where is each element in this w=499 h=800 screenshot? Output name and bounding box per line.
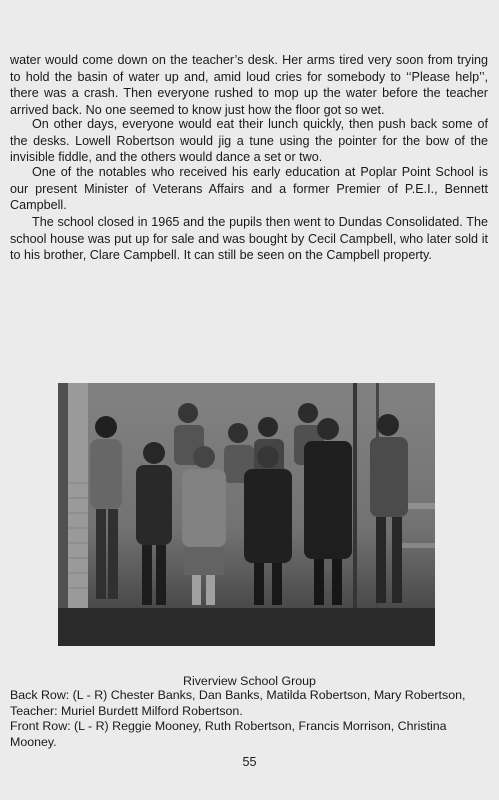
paragraph-1: water would come down on the teacher’s desk. Her arms tired very soon from trying to hold the basin of water up and, amid loud cries for somebody to ‘‘Please help’’, there was a crash. Then everyone rushed to mop up the water before the teacher arrived back. No one seemed to know just how the floor got so wet.	[10, 53, 488, 117]
page-number: 55	[242, 755, 257, 769]
school-group-photo	[58, 383, 435, 646]
photo-caption-title: Riverview School Group	[183, 674, 316, 688]
caption-front-row: Front Row: (L - R) Reggie Mooney, Ruth Robertson, Francis Morrison, Christina Mooney.	[10, 719, 447, 749]
caption-back-row: Back Row: (L - R) Chester Banks, Dan Banks, Matilda Robertson, Mary Robertson, Teacher: Muriel Burdett Milford Robertson.	[10, 688, 466, 718]
paragraph-4: The school closed in 1965 and the pupils then went to Dundas Consolidated. The school house was put up for sale and was bought by Cecil Campbell, who later sold it to his brother, Clare Campbell. It can still be seen on the Campbell property.	[10, 215, 488, 263]
photo-caption	[10, 688, 490, 750]
paragraph-2: On other days, everyone would eat their lunch quickly, then push back some of the desks. Lowell Robertson would jig a tune using the pointer for the bow of the invisible fiddle, and the others would dance a set or two.	[10, 117, 488, 165]
paragraph-3: One of the notables who received his early education at Poplar Point School is our present Minister of Veterans Affairs and a former Premier of P.E.I., Bennett Campbell.	[10, 165, 488, 213]
school-group-photo-illustration	[58, 383, 435, 646]
